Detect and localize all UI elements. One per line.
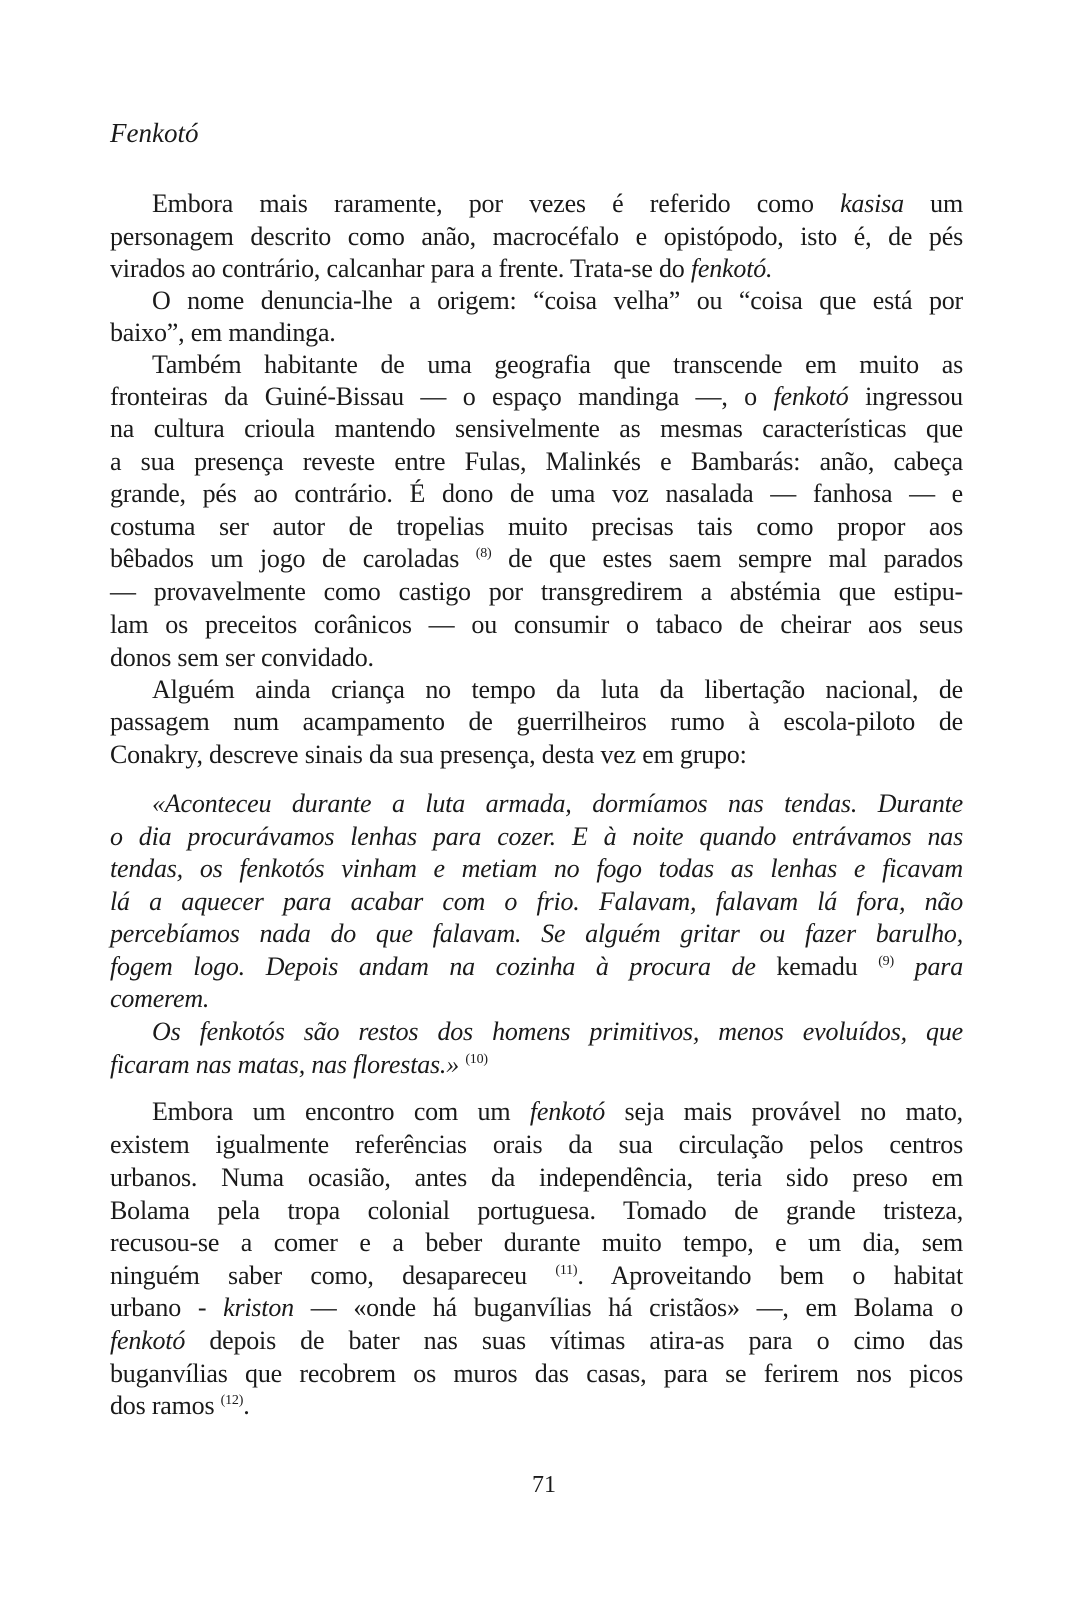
text-segment: passagem num acampamento de guerrilheiros rumo à escola-piloto de (110, 707, 963, 736)
text-segment: donos sem ser convidado. (110, 643, 374, 672)
text-line (110, 983, 963, 1015)
text-segment: personagem descrito como anão, macrocéfalo e opistópodo, isto é, de pés (110, 222, 963, 251)
text-line (110, 821, 963, 853)
text-line (152, 788, 963, 820)
text-segment: de que estes saem sempre mal parados (491, 544, 963, 573)
text-line (110, 413, 963, 445)
text-segment: dos ramos (110, 1391, 221, 1420)
text-segment: kasisa (840, 189, 904, 218)
text-segment: recusou-se a comer e a beber durante muito tempo, e um dia, sem (110, 1228, 963, 1257)
text-line (152, 1096, 963, 1128)
text-segment: fogem logo. Depois andam na cozinha à procura de (110, 952, 777, 981)
footnote-ref: (8) (475, 546, 492, 561)
text-line (110, 381, 963, 413)
footnote-ref: (11) (555, 1263, 578, 1278)
footnote-ref: (12) (220, 1393, 244, 1408)
text-segment: — provavelmente como castigo por transgredirem a abstémia que estipu- (110, 577, 963, 606)
text-segment: o dia procurávamos lenhas para cozer. E à noite quando entrávamos nas (110, 822, 963, 851)
text-line (152, 674, 963, 706)
text-segment: Os fenkotós são restos dos homens primitivos, menos evoluídos, que (152, 1017, 963, 1046)
text-segment: depois de bater nas suas vítimas atira-as para o cimo das (185, 1326, 963, 1355)
text-segment: bêbados um jogo de caroladas (110, 544, 476, 573)
text-segment: tendas, os fenkotós vinham e metiam no fogo todas as lenhas e ficavam (110, 854, 963, 883)
text-segment: ninguém saber como, desapareceu (110, 1261, 556, 1290)
text-line (110, 1390, 963, 1422)
text-segment: lá a aquecer para acabar com o frio. Falavam, falavam lá fora, não (110, 887, 963, 916)
text-segment: fenkotó (110, 1326, 186, 1355)
text-segment: fenkotó (773, 382, 849, 411)
text-line (110, 1227, 963, 1259)
text-segment: ficaram nas matas, nas florestas.» (110, 1050, 466, 1079)
text-line (110, 511, 963, 543)
text-line (110, 1358, 963, 1390)
text-segment: — «onde há buganvílias há cristãos» —, em Bolama o (293, 1293, 963, 1322)
text-segment: percebíamos nada do que falavam. Se alguém gritar ou fazer barulho, (110, 919, 963, 948)
text-segment: fenkotó (529, 1097, 606, 1126)
text-segment: um (903, 189, 964, 218)
text-line (110, 1162, 963, 1194)
footnote-ref: (9) (878, 954, 894, 969)
text-line (110, 221, 963, 253)
text-line (110, 317, 963, 349)
text-line (152, 349, 963, 381)
text-line (110, 1325, 963, 1357)
section-title: Fenkotó (110, 118, 199, 148)
text-segment: kriston (223, 1293, 294, 1322)
text-line (110, 1049, 963, 1081)
text-segment: «Aconteceu durante a luta armada, dormíamos nas tendas. Durante (152, 789, 963, 818)
text-segment: Embora um encontro com um (152, 1097, 530, 1126)
text-line (110, 853, 963, 885)
text-segment: fronteiras da Guiné-Bissau — o espaço mandinga —, o (110, 382, 774, 411)
text-segment: a sua presença reveste entre Fulas, Malinkés e Bambarás: anão, cabeça (110, 447, 963, 476)
text-line (110, 1195, 963, 1227)
text-segment: urbanos. Numa ocasião, antes da independência, teria sido preso em (110, 1163, 963, 1192)
text-segment: lam os preceitos corânicos — ou consumir o tabaco de cheirar aos seus (110, 610, 963, 639)
text-segment: fenkotó. (690, 254, 773, 283)
text-segment: Bolama pela tropa colonial portuguesa. Tomado de grande tristeza, (110, 1196, 963, 1225)
text-segment: ingressou (848, 382, 963, 411)
text-line (110, 446, 963, 478)
text-line (110, 609, 963, 641)
text-segment: existem igualmente referências orais da sua circulação pelos centros (110, 1130, 963, 1159)
text-line (110, 739, 963, 771)
text-segment: urbano - (110, 1293, 224, 1322)
text-segment: buganvílias que recobrem os muros das casas, para se ferirem nos picos (110, 1359, 963, 1388)
text-line (110, 1260, 963, 1292)
text-segment: comerem. (110, 984, 210, 1013)
text-line (110, 576, 963, 608)
text-line (110, 918, 963, 950)
text-segment: grande, pés ao contrário. É dono de uma voz nasalada — fanhosa — e (110, 479, 963, 508)
text-line (110, 706, 963, 738)
text-segment: na cultura crioula mantendo sensivelmente as mesmas características que (110, 414, 963, 443)
text-segment: O nome denuncia-lhe a origem: “coisa velha” ou “coisa que está por (152, 286, 963, 315)
text-line (110, 1129, 963, 1161)
text-segment: Também habitante de uma geografia que transcende em muito as (152, 350, 963, 379)
text-segment: Alguém ainda criança no tempo da luta da libertação nacional, de (152, 675, 963, 704)
text-line (110, 642, 963, 674)
page-number: 71 (532, 1472, 556, 1498)
text-line (152, 188, 963, 220)
text-line (152, 1016, 963, 1048)
text-segment: Conakry, descreve sinais da sua presença, desta vez em grupo: (110, 740, 747, 769)
text-segment: baixo”, em mandinga. (110, 318, 336, 347)
text-segment: para (893, 952, 963, 981)
footnote-ref: (10) (465, 1052, 488, 1067)
text-line (110, 543, 963, 575)
text-segment: Embora mais raramente, por vezes é referido como (152, 189, 841, 218)
text-segment: . (243, 1391, 250, 1420)
text-segment: costuma ser autor de tropelias muito precisas tais como propor aos (110, 512, 963, 541)
text-line (110, 1292, 963, 1324)
text-line (110, 478, 963, 510)
text-segment: kemadu (776, 952, 879, 981)
text-segment: seja mais provável no mato, (605, 1097, 963, 1126)
text-segment: . Aproveitando bem o habitat (577, 1261, 963, 1290)
text-line (110, 951, 963, 983)
text-line (152, 285, 963, 317)
text-segment: virados ao contrário, calcanhar para a frente. Trata-se do (110, 254, 691, 283)
text-line (110, 253, 963, 285)
text-line (110, 886, 963, 918)
